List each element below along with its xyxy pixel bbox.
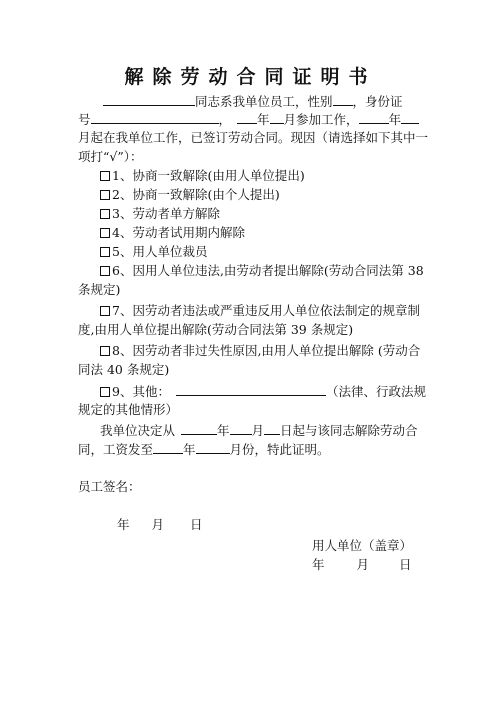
document-title: 解除劳动合同证明书 xyxy=(124,66,377,88)
decision-line-2: 同，工资发至 年 月份，特此证明。 xyxy=(78,442,330,457)
option-6-continuation: 条规定) xyxy=(78,282,121,297)
option-5: 5、用人单位裁员 xyxy=(100,244,207,260)
termination-month-blank[interactable] xyxy=(230,422,252,435)
option-7: 7、因劳动者违法或严重违反用人单位依法制定的规章制 xyxy=(100,303,420,319)
employee-date-year: 年 xyxy=(117,517,130,532)
intro-line-4: 项打“√”）： xyxy=(78,149,143,164)
option-4: 4、劳动者试用期内解除 xyxy=(100,225,245,241)
employee-signature-label: 员工签名： xyxy=(78,479,141,494)
termination-year-blank[interactable] xyxy=(181,422,217,435)
salary-month-blank[interactable] xyxy=(196,441,230,454)
employee-date-month: 月 xyxy=(151,517,165,532)
name-blank[interactable] xyxy=(103,93,195,106)
join-year-blank[interactable] xyxy=(359,111,389,124)
employer-seal-label: 用人单位（盖章） xyxy=(312,538,413,553)
work-start-year-blank[interactable] xyxy=(237,111,257,124)
option-9: 9、其他： （法律、行政法规 xyxy=(100,383,426,400)
employer-date-year: 年 xyxy=(312,557,325,572)
employee-date-day: 日 xyxy=(190,517,203,532)
option-8: 8、因劳动者非过失性原因,由用人单位提出解除 (劳动合 xyxy=(100,343,420,359)
salary-year-blank[interactable] xyxy=(153,441,183,454)
option-8-continuation: 同法 40 条规定) xyxy=(78,362,170,377)
employer-date-month: 月 xyxy=(356,557,370,572)
join-month-blank[interactable] xyxy=(401,111,419,124)
checkbox-option-6[interactable] xyxy=(100,266,110,276)
option-9-continuation: 规定的其他情形） xyxy=(78,402,179,417)
employer-sign-date xyxy=(312,557,412,573)
intro-line-3: 月起在我单位工作，已签订劳动合同。现因（请选择如下其中一 xyxy=(78,130,429,145)
gender-blank[interactable] xyxy=(333,93,353,106)
termination-day-blank[interactable] xyxy=(264,422,280,435)
checkbox-option-4[interactable] xyxy=(100,228,110,238)
employee-sign-date xyxy=(117,517,203,533)
employer-date-day: 日 xyxy=(399,557,412,572)
intro-line-1: 同志系我单位员工，性别 ，身份证 xyxy=(103,93,403,110)
id-number-blank[interactable] xyxy=(91,111,219,124)
checkbox-option-7[interactable] xyxy=(100,306,110,316)
option-6: 6、因用人单位违法,由劳动者提出解除(劳动合同法第 38 xyxy=(100,263,424,279)
option-7-continuation: 度,由用人单位提出解除(劳动合同法第 39 条规定) xyxy=(78,322,354,337)
intro-line-2: 号 ， 年 月参加工作， 年 xyxy=(78,111,419,128)
checkbox-option-5[interactable] xyxy=(100,247,110,257)
checkbox-option-9[interactable] xyxy=(100,387,110,397)
checkbox-option-8[interactable] xyxy=(100,346,110,356)
decision-line-1: 我单位决定从 年 月 日起与该同志解除劳动合 xyxy=(100,423,418,438)
option-2: 2、协商一致解除(由个人提出) xyxy=(100,187,280,203)
option-1: 1、协商一致解除(由用人单位提出) xyxy=(100,168,305,184)
checkbox-option-1[interactable] xyxy=(100,171,110,181)
checkbox-option-2[interactable] xyxy=(100,190,110,200)
checkbox-option-3[interactable] xyxy=(100,209,110,219)
other-reason-blank[interactable] xyxy=(176,383,326,396)
work-start-month-blank[interactable] xyxy=(270,111,284,124)
option-3: 3、劳动者单方解除 xyxy=(100,206,220,222)
